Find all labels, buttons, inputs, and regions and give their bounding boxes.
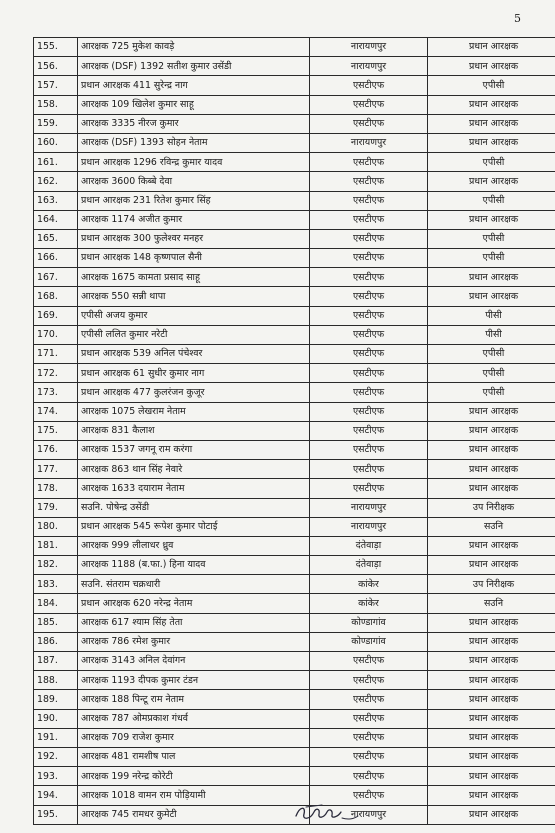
personnel-name-cell: आरक्षक 1675 कामता प्रसाद साहू <box>78 268 310 287</box>
table-row <box>34 517 555 536</box>
table-row <box>34 613 555 632</box>
table-row <box>34 287 555 306</box>
unit-cell: एसटीएफ <box>310 95 428 114</box>
table-row <box>34 575 555 594</box>
table-row <box>34 402 555 421</box>
table-row <box>34 249 555 268</box>
promoted-rank-cell: प्रधान आरक्षक <box>428 556 555 575</box>
personnel-name-cell: आरक्षक 1537 जगनू राम करंगा <box>78 440 310 459</box>
promoted-rank-cell: प्रधान आरक्षक <box>428 287 555 306</box>
promoted-rank-cell: एपीसी <box>428 364 555 383</box>
table-row <box>34 306 555 325</box>
unit-cell: नारायणपुर <box>310 517 428 536</box>
promoted-rank-cell: प्रधान आरक्षक <box>428 747 555 766</box>
promoted-rank-cell: प्रधान आरक्षक <box>428 57 555 76</box>
table-row <box>34 728 555 747</box>
serial-number-cell: 188. <box>34 671 78 690</box>
personnel-table <box>33 37 555 825</box>
table-row <box>34 76 555 95</box>
promoted-rank-cell: प्रधान आरक्षक <box>428 402 555 421</box>
unit-cell: एसटीएफ <box>310 268 428 287</box>
serial-number-cell: 173. <box>34 383 78 402</box>
promoted-rank-cell: एपीसी <box>428 249 555 268</box>
serial-number-cell: 186. <box>34 632 78 651</box>
serial-number-cell: 185. <box>34 613 78 632</box>
unit-cell: एसटीएफ <box>310 747 428 766</box>
serial-number-cell: 159. <box>34 114 78 133</box>
table-row <box>34 709 555 728</box>
serial-number-cell: 157. <box>34 76 78 95</box>
table-row <box>34 38 555 57</box>
unit-cell: दंतेवाड़ा <box>310 536 428 555</box>
serial-number-cell: 191. <box>34 728 78 747</box>
unit-cell: एसटीएफ <box>310 709 428 728</box>
promoted-rank-cell: पीसी <box>428 306 555 325</box>
serial-number-cell: 176. <box>34 440 78 459</box>
personnel-name-cell: आरक्षक 550 सन्नी थापा <box>78 287 310 306</box>
personnel-name-cell: आरक्षक 109 खिलेश कुमार साहू <box>78 95 310 114</box>
unit-cell: एसटीएफ <box>310 671 428 690</box>
unit-cell: एसटीएफ <box>310 440 428 459</box>
promoted-rank-cell: प्रधान आरक्षक <box>428 172 555 191</box>
serial-number-cell: 174. <box>34 402 78 421</box>
unit-cell: एसटीएफ <box>310 652 428 671</box>
unit-cell: एसटीएफ <box>310 172 428 191</box>
table-row <box>34 556 555 575</box>
unit-cell: कांकेर <box>310 575 428 594</box>
serial-number-cell: 189. <box>34 690 78 709</box>
unit-cell: एसटीएफ <box>310 325 428 344</box>
promoted-rank-cell: प्रधान आरक्षक <box>428 805 555 824</box>
table-row <box>34 133 555 152</box>
personnel-name-cell: आरक्षक 863 थान सिंह नेवारे <box>78 460 310 479</box>
personnel-name-cell: प्रधान आरक्षक 148 कृष्णपाल सैनी <box>78 249 310 268</box>
serial-number-cell: 178. <box>34 479 78 498</box>
unit-cell: कोण्डागांव <box>310 613 428 632</box>
unit-cell: कोण्डागांव <box>310 632 428 651</box>
promoted-rank-cell: एपीसी <box>428 229 555 248</box>
serial-number-cell: 171. <box>34 345 78 364</box>
table-row <box>34 229 555 248</box>
unit-cell: एसटीएफ <box>310 249 428 268</box>
page-number: 5 <box>514 12 521 25</box>
personnel-name-cell: सउनि. पोषेन्द्र उसेंडी <box>78 498 310 517</box>
serial-number-cell: 169. <box>34 306 78 325</box>
serial-number-cell: 179. <box>34 498 78 517</box>
promoted-rank-cell: प्रधान आरक्षक <box>428 421 555 440</box>
table-row <box>34 191 555 210</box>
table-row <box>34 652 555 671</box>
unit-cell: एसटीएफ <box>310 402 428 421</box>
personnel-name-cell: प्रधान आरक्षक 539 अनिल पंचेश्वर <box>78 345 310 364</box>
unit-cell: एसटीएफ <box>310 306 428 325</box>
unit-cell: एसटीएफ <box>310 210 428 229</box>
serial-number-cell: 164. <box>34 210 78 229</box>
table-row <box>34 460 555 479</box>
personnel-name-cell: प्रधान आरक्षक 620 नरेन्द्र नेताम <box>78 594 310 613</box>
promoted-rank-cell: प्रधान आरक्षक <box>428 767 555 786</box>
personnel-name-cell: प्रधान आरक्षक 300 फुलेश्वर मनहर <box>78 229 310 248</box>
table-row <box>34 364 555 383</box>
serial-number-cell: 183. <box>34 575 78 594</box>
unit-cell: एसटीएफ <box>310 345 428 364</box>
table-row <box>34 440 555 459</box>
unit-cell: नारायणपुर <box>310 498 428 517</box>
table-row <box>34 345 555 364</box>
unit-cell: नारायणपुर <box>310 57 428 76</box>
serial-number-cell: 168. <box>34 287 78 306</box>
personnel-name-cell: आरक्षक 3335 नीरज कुमार <box>78 114 310 133</box>
personnel-name-cell: आरक्षक 188 पिन्टू राम नेताम <box>78 690 310 709</box>
unit-cell: नारायणपुर <box>310 805 428 824</box>
serial-number-cell: 160. <box>34 133 78 152</box>
table-row <box>34 690 555 709</box>
promoted-rank-cell: एपीसी <box>428 191 555 210</box>
table-row <box>34 767 555 786</box>
personnel-name-cell: आरक्षक 786 रमेश कुमार <box>78 632 310 651</box>
unit-cell: एसटीएफ <box>310 287 428 306</box>
serial-number-cell: 156. <box>34 57 78 76</box>
promoted-rank-cell: सउनि <box>428 594 555 613</box>
serial-number-cell: 187. <box>34 652 78 671</box>
promoted-rank-cell: प्रधान आरक्षक <box>428 690 555 709</box>
personnel-name-cell: आरक्षक (DSF) 1393 सोहन नेताम <box>78 133 310 152</box>
personnel-name-cell: प्रधान आरक्षक 61 सुधीर कुमार नाग <box>78 364 310 383</box>
personnel-name-cell: आरक्षक 199 नरेन्द्र कोरेटी <box>78 767 310 786</box>
serial-number-cell: 177. <box>34 460 78 479</box>
promoted-rank-cell: प्रधान आरक्षक <box>428 536 555 555</box>
promoted-rank-cell: प्रधान आरक्षक <box>428 613 555 632</box>
unit-cell: एसटीएफ <box>310 229 428 248</box>
promoted-rank-cell: उप निरीक्षक <box>428 498 555 517</box>
personnel-name-cell: एपीसी ललित कुमार नरेटी <box>78 325 310 344</box>
promoted-rank-cell: प्रधान आरक्षक <box>428 671 555 690</box>
serial-number-cell: 167. <box>34 268 78 287</box>
table-row <box>34 479 555 498</box>
promoted-rank-cell: प्रधान आरक्षक <box>428 632 555 651</box>
unit-cell: एसटीएफ <box>310 479 428 498</box>
promoted-rank-cell: प्रधान आरक्षक <box>428 133 555 152</box>
table-row <box>34 747 555 766</box>
serial-number-cell: 184. <box>34 594 78 613</box>
personnel-name-cell: आरक्षक 617 श्याम सिंह तेता <box>78 613 310 632</box>
personnel-name-cell: आरक्षक 745 रामधर कुमेटी <box>78 805 310 824</box>
promoted-rank-cell: एपीसी <box>428 76 555 95</box>
table-row <box>34 498 555 517</box>
unit-cell: एसटीएफ <box>310 460 428 479</box>
unit-cell: एसटीएफ <box>310 76 428 95</box>
unit-cell: एसटीएफ <box>310 364 428 383</box>
unit-cell: नारायणपुर <box>310 38 428 57</box>
unit-cell: एसटीएफ <box>310 191 428 210</box>
serial-number-cell: 175. <box>34 421 78 440</box>
personnel-name-cell: आरक्षक 1193 दीपक कुमार टंडन <box>78 671 310 690</box>
serial-number-cell: 190. <box>34 709 78 728</box>
personnel-name-cell: आरक्षक 1633 दयाराम नेताम <box>78 479 310 498</box>
serial-number-cell: 195. <box>34 805 78 824</box>
personnel-name-cell: आरक्षक 1188 (ब.फा.) हिना यादव <box>78 556 310 575</box>
unit-cell: एसटीएफ <box>310 383 428 402</box>
personnel-name-cell: आरक्षक 481 रामशीष पाल <box>78 747 310 766</box>
table-row <box>34 536 555 555</box>
handwritten-signature <box>292 800 362 826</box>
personnel-name-cell: प्रधान आरक्षक 411 सुरेन्द्र नाग <box>78 76 310 95</box>
promoted-rank-cell: प्रधान आरक्षक <box>428 210 555 229</box>
personnel-name-cell: आरक्षक 787 ओमप्रकाश गंधर्व <box>78 709 310 728</box>
promoted-rank-cell: प्रधान आरक्षक <box>428 460 555 479</box>
personnel-name-cell: सउनि. संतराम चक्रधारी <box>78 575 310 594</box>
table-row <box>34 594 555 613</box>
table-row <box>34 671 555 690</box>
promoted-rank-cell: प्रधान आरक्षक <box>428 440 555 459</box>
table-row <box>34 57 555 76</box>
unit-cell: एसटीएफ <box>310 421 428 440</box>
unit-cell: एसटीएफ <box>310 786 428 805</box>
table-row <box>34 268 555 287</box>
unit-cell: एसटीएफ <box>310 728 428 747</box>
serial-number-cell: 172. <box>34 364 78 383</box>
table-row <box>34 421 555 440</box>
promoted-rank-cell: उप निरीक्षक <box>428 575 555 594</box>
promoted-rank-cell: एपीसी <box>428 383 555 402</box>
serial-number-cell: 165. <box>34 229 78 248</box>
unit-cell: दंतेवाड़ा <box>310 556 428 575</box>
unit-cell: एसटीएफ <box>310 114 428 133</box>
unit-cell: एसटीएफ <box>310 767 428 786</box>
promoted-rank-cell: प्रधान आरक्षक <box>428 95 555 114</box>
personnel-name-cell: आरक्षक 3143 अनिल देवांगन <box>78 652 310 671</box>
promoted-rank-cell: प्रधान आरक्षक <box>428 38 555 57</box>
promoted-rank-cell: प्रधान आरक्षक <box>428 652 555 671</box>
serial-number-cell: 161. <box>34 153 78 172</box>
personnel-name-cell: एपीसी अजय कुमार <box>78 306 310 325</box>
serial-number-cell: 180. <box>34 517 78 536</box>
promoted-rank-cell: प्रधान आरक्षक <box>428 728 555 747</box>
personnel-name-cell: आरक्षक 725 मुकेश कावड़े <box>78 38 310 57</box>
table-row <box>34 383 555 402</box>
unit-cell: नारायणपुर <box>310 133 428 152</box>
personnel-name-cell: प्रधान आरक्षक 1296 रविन्द्र कुमार यादव <box>78 153 310 172</box>
serial-number-cell: 182. <box>34 556 78 575</box>
unit-cell: एसटीएफ <box>310 153 428 172</box>
promoted-rank-cell: सउनि <box>428 517 555 536</box>
unit-cell: कांकेर <box>310 594 428 613</box>
unit-cell: एसटीएफ <box>310 690 428 709</box>
serial-number-cell: 193. <box>34 767 78 786</box>
personnel-name-cell: आरक्षक 1075 लेखराम नेताम <box>78 402 310 421</box>
serial-number-cell: 170. <box>34 325 78 344</box>
table-row <box>34 153 555 172</box>
personnel-name-cell: आरक्षक (DSF) 1392 सतीश कुमार उसेंडी <box>78 57 310 76</box>
personnel-name-cell: आरक्षक 999 लीलाधर ध्रुव <box>78 536 310 555</box>
personnel-table-body <box>34 38 555 825</box>
serial-number-cell: 158. <box>34 95 78 114</box>
promoted-rank-cell: प्रधान आरक्षक <box>428 114 555 133</box>
serial-number-cell: 181. <box>34 536 78 555</box>
serial-number-cell: 192. <box>34 747 78 766</box>
table-row <box>34 632 555 651</box>
promoted-rank-cell: एपीसी <box>428 153 555 172</box>
table-row <box>34 210 555 229</box>
serial-number-cell: 163. <box>34 191 78 210</box>
serial-number-cell: 155. <box>34 38 78 57</box>
promoted-rank-cell: प्रधान आरक्षक <box>428 709 555 728</box>
promoted-rank-cell: एपीसी <box>428 345 555 364</box>
promoted-rank-cell: पीसी <box>428 325 555 344</box>
personnel-name-cell: आरक्षक 3600 किब्बे देवा <box>78 172 310 191</box>
personnel-name-cell: प्रधान आरक्षक 477 कुलरंजन कुजूर <box>78 383 310 402</box>
personnel-name-cell: आरक्षक 1174 अजीत कुमार <box>78 210 310 229</box>
promoted-rank-cell: प्रधान आरक्षक <box>428 786 555 805</box>
personnel-name-cell: प्रधान आरक्षक 545 रूपेश कुमार पोटाई <box>78 517 310 536</box>
serial-number-cell: 194. <box>34 786 78 805</box>
personnel-name-cell: आरक्षक 709 राजेश कुमार <box>78 728 310 747</box>
personnel-name-cell: प्रधान आरक्षक 231 रितेश कुमार सिंह <box>78 191 310 210</box>
table-row <box>34 172 555 191</box>
serial-number-cell: 162. <box>34 172 78 191</box>
promoted-rank-cell: प्रधान आरक्षक <box>428 479 555 498</box>
serial-number-cell: 166. <box>34 249 78 268</box>
table-row <box>34 114 555 133</box>
personnel-name-cell: आरक्षक 831 कैलाश <box>78 421 310 440</box>
promoted-rank-cell: प्रधान आरक्षक <box>428 268 555 287</box>
table-row <box>34 325 555 344</box>
table-row <box>34 95 555 114</box>
personnel-name-cell: आरक्षक 1018 वामन राम पोड़ियामी <box>78 786 310 805</box>
